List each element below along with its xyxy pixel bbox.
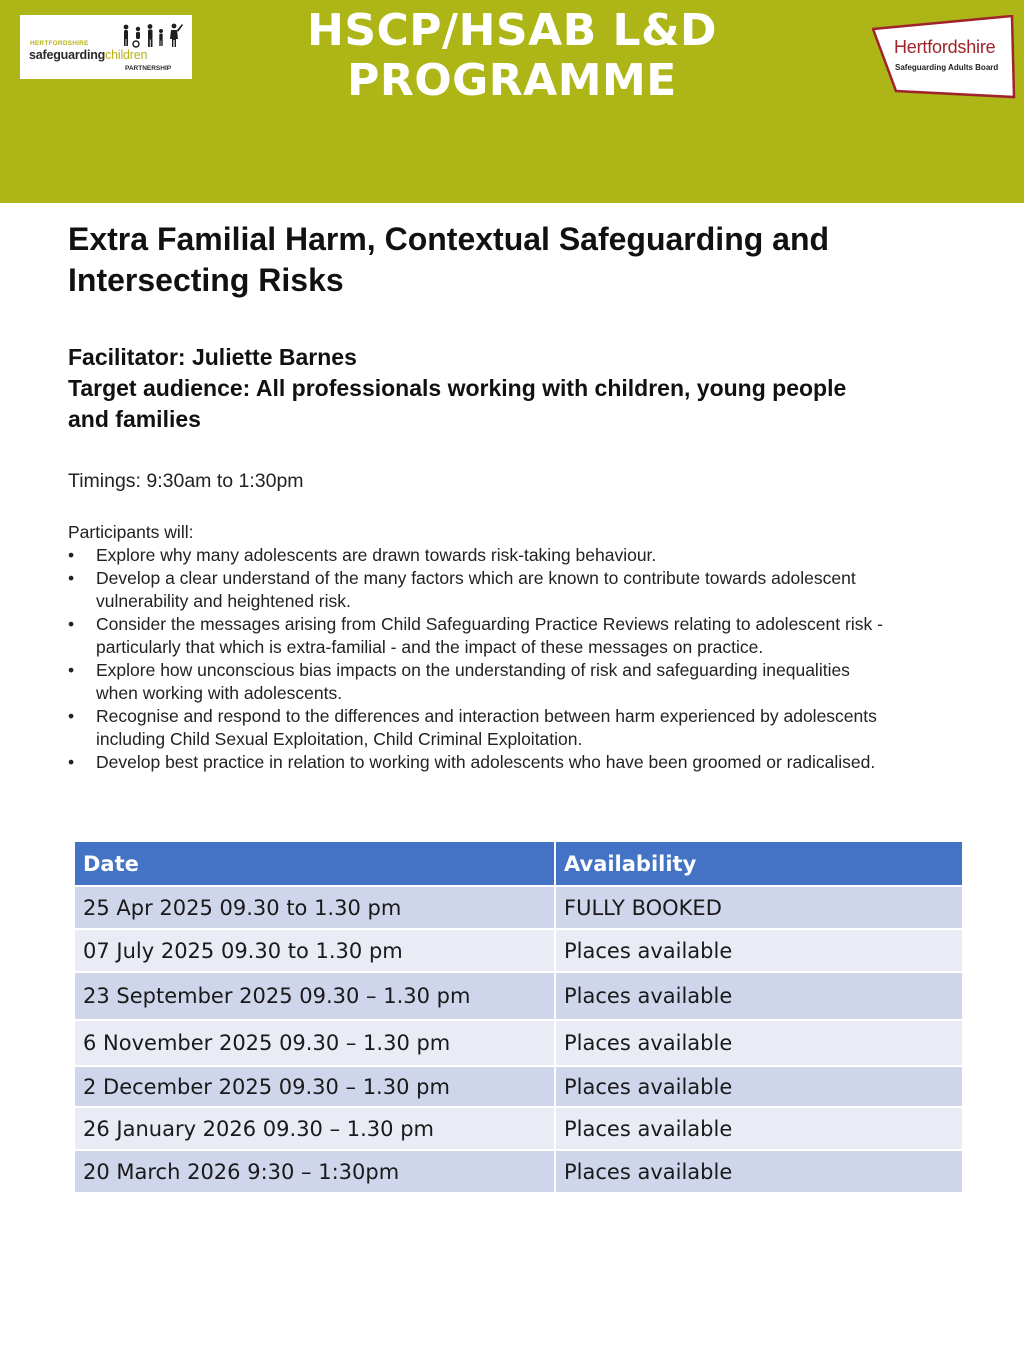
objective-item [68,751,968,774]
bullet-icon: • [68,614,75,634]
header-banner [0,0,1024,203]
date-cell: 20 March 2026 9:30 – 1:30pm [75,1150,555,1193]
date-cell: 2 December 2025 09.30 – 1.30 pm [75,1066,555,1107]
table-row [75,1107,963,1150]
bullet-icon: • [68,706,75,726]
availability-cell: Places available [555,1020,963,1066]
date-cell: 6 November 2025 09.30 – 1.30 pm [75,1020,555,1066]
objective-text: Explore how unconscious bias impacts on the understanding of risk and safeguarding inequalities [96,660,850,680]
bullet-icon: • [68,568,75,588]
table-row [75,1150,963,1193]
availability-cell: Places available [555,972,963,1020]
logo-left-main-b: children [105,48,148,62]
logo-left-main-text [29,48,147,62]
safeguarding-children-logo [20,15,192,79]
bullet-icon: • [68,545,75,565]
logo-right-sub: Safeguarding Adults Board [895,63,999,72]
column-header-date: Date [75,842,555,886]
course-title [68,219,948,301]
objective-item [68,659,968,705]
logo-left-small-text: HERTFORDSHIRE [30,40,89,47]
objective-text: Develop a clear understand of the many factors which are known to contribute towards adolescent [96,568,856,588]
objective-item [68,567,968,613]
objective-text: Consider the messages arising from Child Safeguarding Practice Reviews relating to adolescent risk - [96,614,883,634]
programme-title [262,6,762,106]
table-row [75,1066,963,1107]
date-cell: 25 Apr 2025 09.30 to 1.30 pm [75,886,555,929]
objective-item [68,613,968,659]
objective-text-cont: including Child Sexual Exploitation, Child Criminal Exploitation. [96,729,583,749]
safeguarding-adults-board-logo [872,15,1016,99]
programme-title-line2: PROGRAMME [347,55,677,106]
table-row [75,929,963,972]
availability-cell: FULLY BOOKED [555,886,963,929]
table-header-row [75,842,963,886]
programme-title-line1: HSCP/HSAB L&D [307,5,717,56]
target-audience [68,373,968,434]
schedule-table [75,842,964,1194]
date-cell: 26 January 2026 09.30 – 1.30 pm [75,1107,555,1150]
table-row [75,972,963,1020]
objectives-list [68,544,968,774]
availability-cell: Places available [555,1066,963,1107]
participants-section [68,521,968,774]
objective-text-cont: vulnerability and heightened risk. [96,591,351,611]
facilitator: Facilitator: Juliette Barnes [68,344,357,370]
logo-left-main-a: safeguarding [29,48,106,62]
table-row [75,1020,963,1066]
target-audience-line2: and families [68,405,201,432]
availability-cell: Places available [555,929,963,972]
target-audience-line1: Target audience: All professionals working with children, young people [68,375,847,401]
objective-text: Explore why many adolescents are drawn towards risk-taking behaviour. [96,545,657,565]
column-header-availability: Availability [555,842,963,886]
objective-text-cont: particularly that which is extra-familial - and the impact of these messages on practice. [96,637,764,657]
table-row [75,886,963,929]
objective-item [68,705,968,751]
course-title-line2: Intersecting Risks [68,262,344,298]
bullet-icon: • [68,660,75,680]
availability-cell: Places available [555,1150,963,1193]
date-cell: 23 September 2025 09.30 – 1.30 pm [75,972,555,1020]
objective-item [68,544,968,567]
timings: Timings: 9:30am to 1:30pm [68,470,304,492]
objective-text-cont: when working with adolescents. [96,683,343,703]
course-title-line1: Extra Familial Harm, Contextual Safeguarding and [68,221,830,257]
logo-left-sub-text: PARTNERSHIP [125,65,172,72]
date-cell: 07 July 2025 09.30 to 1.30 pm [75,929,555,972]
participants-intro: Participants will: [68,522,194,542]
objective-text: Develop best practice in relation to working with adolescents who have been groomed or radicalised. [96,752,876,772]
objective-text: Recognise and respond to the differences and interaction between harm experienced by adolescents [96,706,877,726]
availability-cell: Places available [555,1107,963,1150]
people-silhouettes-icon [120,23,188,49]
bullet-icon: • [68,752,75,772]
logo-right-name: Hertfordshire [894,37,996,57]
